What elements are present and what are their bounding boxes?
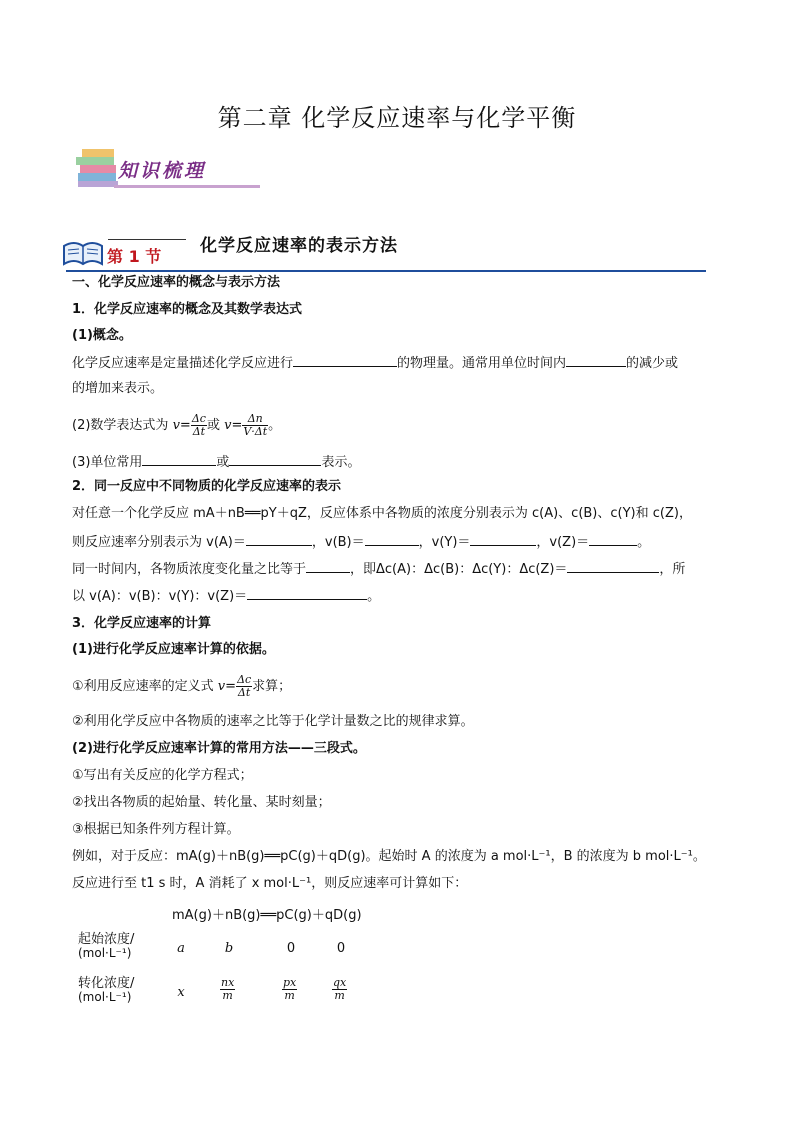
blank: [589, 531, 637, 546]
calc-basis-title: (1)进行化学反应速率计算的依据。: [72, 642, 275, 657]
table-cell: b: [224, 941, 234, 956]
three-stage-title: (2)进行化学反应速率计算的常用方法——三段式。: [72, 741, 366, 756]
table-cell: 0: [336, 941, 346, 956]
blank: [247, 585, 367, 600]
calc-basis-1: ①利用反应速率的定义式 v= $\frac{\Delta c}{\Delta t}$ 求算；: [72, 673, 292, 699]
table-cell: x: [177, 985, 185, 1000]
row-label: 起始浓度/: [78, 932, 135, 947]
unit-line: (3)单位常用 或 表示。: [72, 451, 360, 473]
heading-1-3: 3．化学反应速率的计算: [72, 616, 212, 631]
calc-basis-2: ②利用化学反应中各物质的速率之比等于化学计量数之比的规律求算。: [72, 714, 474, 729]
blank: [142, 451, 216, 466]
table-fraction: $\frac{qx}{m}$: [333, 976, 347, 1002]
table-cell: a: [177, 941, 185, 956]
expression-line: (2)数学表达式为 v= $\frac{\Delta c}{\Delta t}$ 或 v= $\frac{\Delta n}{V\cdot\Delta t}$ 。: [72, 412, 282, 438]
heading-1-2: 2．同一反应中不同物质的化学反应速率的表示: [72, 479, 342, 494]
rate-line-1: 对任意一个化学反应 mA＋nB══pY＋qZ，反应体系中各物质的浓度分别表示为 c(A)、c(B)、c(Y)和 c(Z)，: [72, 506, 692, 521]
blank: [306, 558, 350, 573]
table-cell: 0: [286, 941, 296, 956]
table-fraction: $\frac{nx}{m}$: [221, 976, 235, 1002]
concept-title: (1)概念。: [72, 328, 132, 343]
concept-line-1: 化学反应速率是定量描述化学反应进行 的物理量。通常用单位时间内 的减少或: [72, 352, 678, 374]
section-top-line: [108, 239, 186, 240]
section-number: 第 1 节: [107, 247, 162, 266]
blank: [246, 531, 312, 546]
fraction: $\frac{\Delta c}{\Delta t}$: [191, 412, 206, 438]
section-title: 化学反应速率的表示方法: [200, 236, 398, 256]
step-3: ③根据已知条件列方程计算。: [72, 822, 240, 837]
step-2: ②找出各物质的起始量、转化量、某时刻量；: [72, 795, 331, 810]
blank: [567, 558, 659, 573]
page-title: 第二章 化学反应速率与化学平衡: [217, 104, 577, 132]
concept-line-2: 的增加来表示。: [72, 381, 164, 396]
rate-line-2: 则反应速率分别表示为 v(A)＝ ，v(B)＝ ，v(Y)＝ ，v(Z)＝ 。: [72, 531, 650, 553]
fraction: $\frac{\Delta c}{\Delta t}$: [237, 673, 252, 699]
blank: [365, 531, 419, 546]
three-stage-table: [72, 900, 392, 1015]
row-unit: (mol·L⁻¹): [78, 946, 132, 960]
heading-1: 一、化学反应速率的概念与表示方法: [72, 275, 281, 290]
heading-1-1: 1．化学反应速率的概念及其数学表达式: [72, 302, 303, 317]
fraction: $\frac{\Delta n}{V\cdot\Delta t}$: [243, 412, 268, 438]
banner-label: 知识梳理: [118, 160, 207, 182]
row-label: 转化浓度/: [78, 976, 135, 991]
table-equation: mA(g)＋nB(g)══pC(g)＋qD(g): [172, 908, 362, 923]
example-line-2: 反应进行至 t1 s 时，A 消耗了 x mol·L⁻¹，则反应速率可计算如下：: [72, 876, 468, 891]
section-divider: [66, 270, 706, 272]
open-book-icon: [62, 240, 104, 268]
blank: [229, 451, 321, 466]
row-unit: (mol·L⁻¹): [78, 990, 132, 1004]
step-1: ①写出有关反应的化学方程式；: [72, 768, 253, 783]
example-line-1: 例如，对于反应：mA(g)＋nB(g)══pC(g)＋qD(g)。起始时 A 的浓度为 a mol·L⁻¹，B 的浓度为 b mol·L⁻¹。: [72, 849, 706, 864]
blank: [566, 352, 626, 367]
rate-line-4: 以 v(A)：v(B)：v(Y)：v(Z)＝ 。: [72, 585, 380, 607]
blank: [293, 352, 397, 367]
table-fraction: $\frac{px}{m}$: [283, 976, 297, 1002]
rate-line-3: 同一时间内，各物质浓度变化量之比等于 ，即Δc(A)：Δc(B)：Δc(Y)：Δc(Z)＝ ，所: [72, 558, 685, 580]
blank: [470, 531, 536, 546]
